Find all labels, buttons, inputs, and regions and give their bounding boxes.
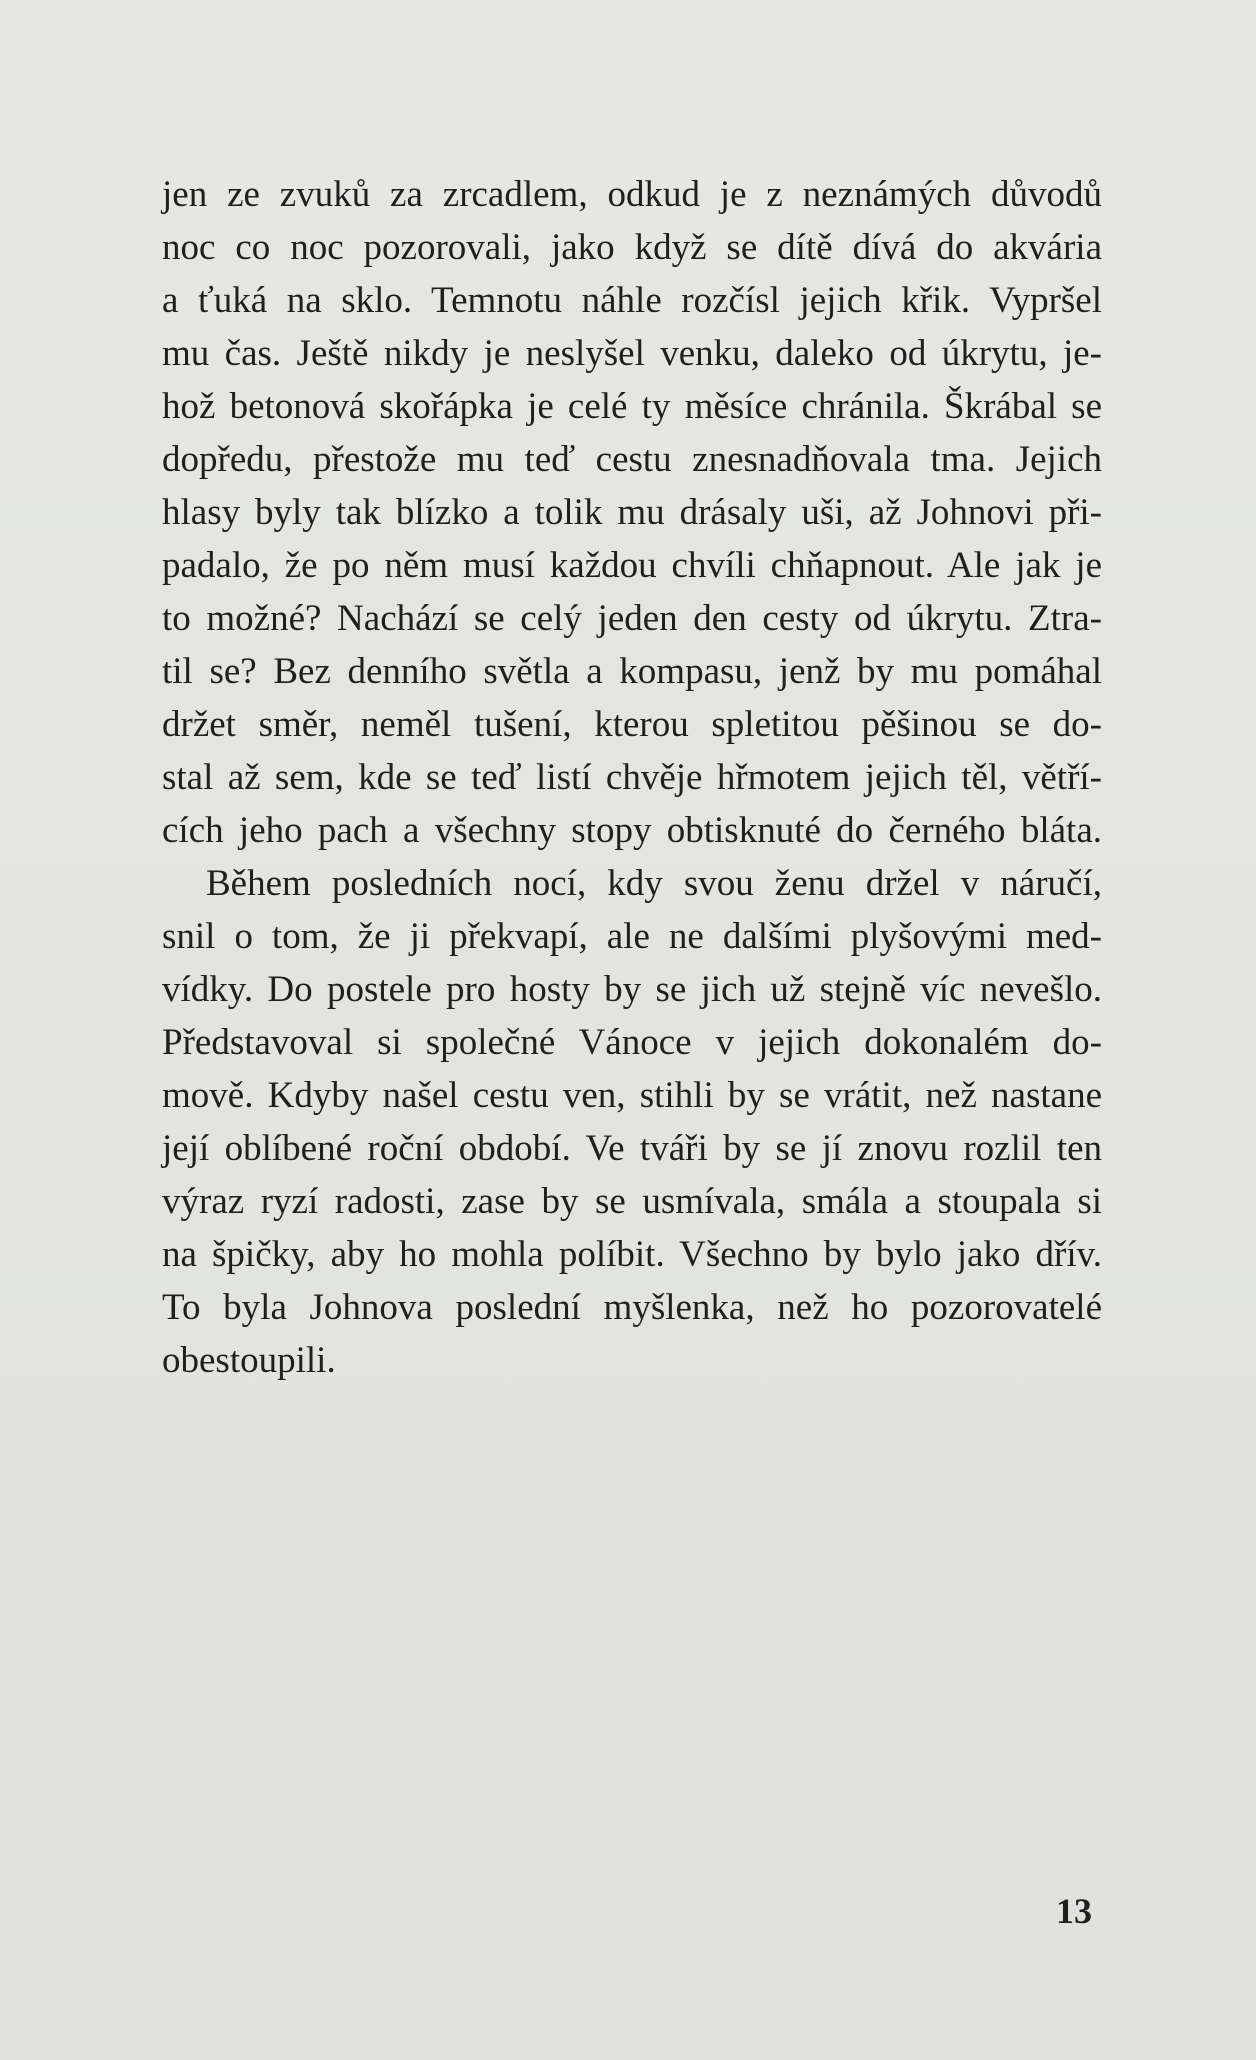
text-line: Během posledních nocí, kdy svou ženu držel v náručí, — [206, 863, 1102, 904]
page-number: 13 — [1056, 1891, 1092, 1931]
text-line: til se? Bez denního světla a kompasu, jenž by mu pomáhal — [162, 651, 1102, 692]
text-line: padalo, že po něm musí každou chvíli chňapnout. Ale jak je — [162, 545, 1102, 586]
paragraph-1 — [162, 168, 1102, 857]
text-line: stal až sem, kde se teď listí chvěje hřmotem jejich těl, větří- — [162, 757, 1102, 798]
text-line: to možné? Nachází se celý jeden den cesty od úkrytu. Ztra- — [162, 598, 1102, 639]
text-line: snil o tom, že ji překvapí, ale ne dalšími plyšovými med- — [162, 916, 1102, 957]
text-line: Představoval si společné Vánoce v jejich dokonalém do- — [162, 1022, 1102, 1063]
text-line: mově. Kdyby našel cestu ven, stihli by se vrátit, než nastane — [162, 1075, 1102, 1116]
text-line: hlasy byly tak blízko a tolik mu drásaly uši, až Johnovi při- — [162, 492, 1102, 533]
text-line: To byla Johnova poslední myšlenka, než ho pozorovatelé — [162, 1287, 1102, 1328]
text-line: výraz ryzí radosti, zase by se usmívala, smála a stoupala si — [162, 1181, 1102, 1222]
text-line: její oblíbené roční období. Ve tváři by se jí znovu rozlil ten — [162, 1128, 1102, 1169]
text-line: obestoupili. — [162, 1340, 336, 1381]
text-line: a ťuká na sklo. Temnotu náhle rozčísl jejich křik. Vypršel — [162, 280, 1102, 321]
text-line: mu čas. Ještě nikdy je neslyšel venku, daleko od úkrytu, je- — [162, 333, 1102, 374]
text-line: hož betonová skořápka je celé ty měsíce chránila. Škrábal se — [162, 386, 1102, 427]
text-line: jen ze zvuků za zrcadlem, odkud je z neznámých důvodů — [162, 174, 1102, 215]
text-line: noc co noc pozorovali, jako když se dítě dívá do akvária — [162, 227, 1102, 268]
paragraph-2 — [162, 857, 1102, 1387]
text-line: cích jeho pach a všechny stopy obtisknuté do černého bláta. — [162, 810, 1102, 851]
text-line: na špičky, aby ho mohla políbit. Všechno by bylo jako dřív. — [162, 1234, 1102, 1275]
text-line: držet směr, neměl tušení, kterou spletitou pěšinou se do- — [162, 704, 1102, 745]
text-line: vídky. Do postele pro hosty by se jich už stejně víc nevešlo. — [162, 969, 1102, 1010]
text-line: dopředu, přestože mu teď cestu znesnadňovala tma. Jejich — [162, 439, 1102, 480]
body-text — [162, 168, 1102, 1387]
